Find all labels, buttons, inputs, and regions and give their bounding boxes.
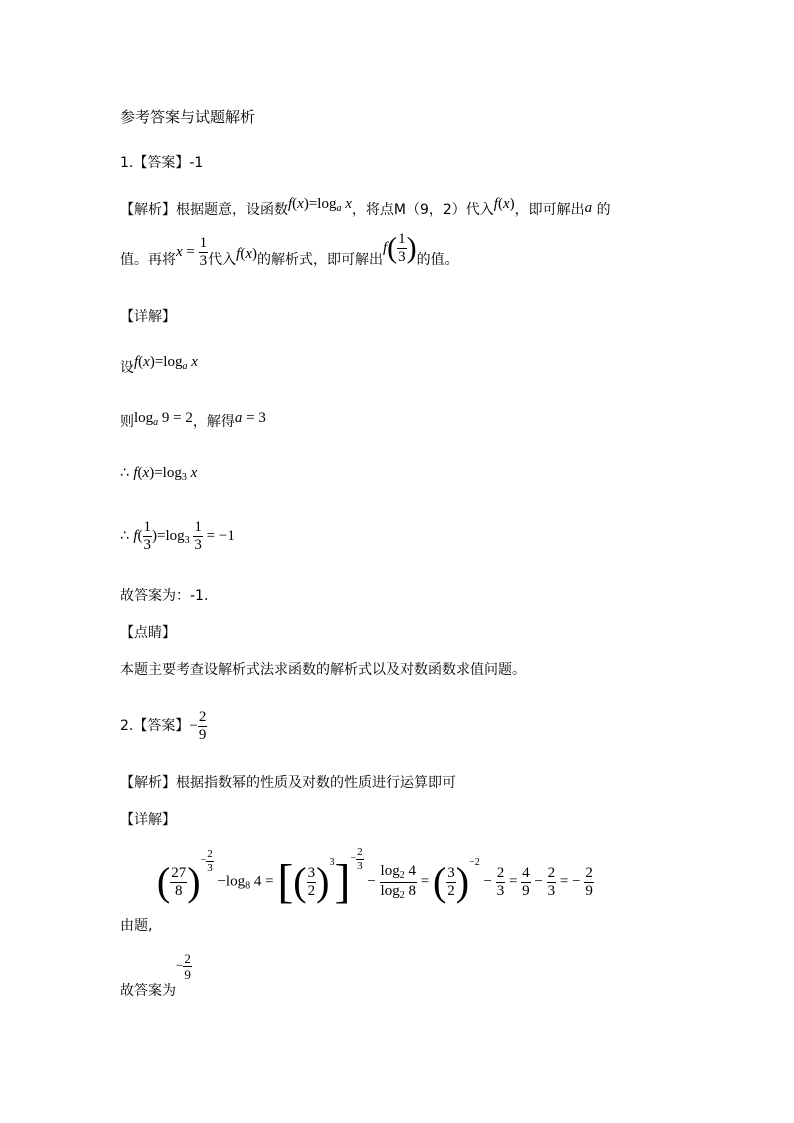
q1-conclusion xyxy=(120,586,208,606)
q2-conclusion xyxy=(120,951,192,1000)
q1-step1 xyxy=(120,354,198,383)
q2-conclusion-prefix: 故答案为 xyxy=(120,983,176,1000)
q1-formula-fx-log: $f(x)=\log_a$ x xyxy=(288,196,352,214)
q1-step2-result: a = 3 xyxy=(234,410,266,426)
q1-answer-label: 1.【答案】 xyxy=(120,155,190,171)
q1-step2-mid: ，解得 xyxy=(192,414,235,430)
q1-analysis-text: 的解析式，即可解出 xyxy=(256,252,383,268)
q1-step4-formula: f( $\frac{1}{3}$ )$=\log_3$ $\frac{1}{3}$ = −1 xyxy=(133,519,235,554)
q1-analysis-text: 根据题意，设函数 xyxy=(176,202,288,218)
therefore-sign: ∴ xyxy=(120,465,129,481)
q1-formula-f-third: f( $\frac{1}{3}$ ) xyxy=(382,231,417,266)
q1-note-text: 本题主要考查设解析式法求函数的解析式以及对数函数求值问题。 xyxy=(120,662,526,678)
q1-analysis-text: ，将点M（9，2）代入 xyxy=(351,202,494,218)
q1-step4 xyxy=(120,518,235,559)
q1-analysis-line2 xyxy=(120,231,459,286)
q1-answer-value: -1 xyxy=(189,155,204,171)
q1-analysis-text: 值。再将 xyxy=(120,252,176,268)
q1-step3-formula: $f(x)=\log_3$ x xyxy=(133,465,198,483)
q1-step2-prefix: 则 xyxy=(120,414,134,430)
q2-conclusion-value: − $\frac{2}{9}$ xyxy=(176,951,191,982)
q1-formula-a: a xyxy=(584,200,593,216)
q2-step-formula: ( $\frac{27}{8}$ )$^{- \frac{2}{3}}$ $-\log_8$ 4 = [( $\frac{3}{2}$ )$^3$]$^{- \frac{2}{3}}$ − $\frac{\log_2 4}{\log_2 8}$ = ( $\frac{3}{2}$ )$^{-2}$ − $\frac{2}{3}$ = $\frac{4}{9}$ − $\frac{2}{3}$ = − $\frac{2}{9}$ xyxy=(156,845,593,908)
q2-analysis-text: 根据指数幂的性质及对数的性质进行运算即可 xyxy=(176,775,456,791)
q1-analysis-label: 【解析】 xyxy=(120,202,176,218)
q1-formula-fx: f(x) xyxy=(493,196,515,212)
q2-step-prefix: 由题, xyxy=(120,918,153,935)
q2-step xyxy=(120,845,594,935)
q1-step1-formula: $f(x)=\log_a$ x xyxy=(134,354,198,372)
q1-analysis-text: 代入 xyxy=(208,252,237,268)
q1-note-label: 【点睛】 xyxy=(120,625,176,641)
q1-step2 xyxy=(120,412,266,437)
q2-answer-line xyxy=(120,708,207,744)
q1-analysis-text: 的 xyxy=(596,202,611,218)
q2-detail-label: 【详解】 xyxy=(120,812,176,828)
q1-step1-prefix: 设 xyxy=(120,360,134,376)
q1-formula-x-eq-third: x = $\frac{1}{3}$ xyxy=(176,235,208,270)
q1-answer-line xyxy=(120,153,203,173)
q1-analysis-line1 xyxy=(120,196,611,225)
q2-analysis-label: 【解析】 xyxy=(120,775,176,791)
q1-analysis-text: 的值。 xyxy=(416,252,459,268)
q1-analysis-text: ，即可解出 xyxy=(514,202,585,218)
page-title: 参考答案与试题解析 xyxy=(120,108,256,126)
q1-formula-fx-2: f(x) xyxy=(236,246,257,262)
therefore-sign: ∴ xyxy=(120,528,129,544)
q2-analysis xyxy=(120,773,456,793)
q2-answer-label: 2.【答案】 xyxy=(120,718,190,734)
q1-step3 xyxy=(120,463,197,488)
q1-detail-label: 【详解】 xyxy=(120,309,176,325)
q1-step2-formula: $\log_a 9 = 2$ xyxy=(134,410,193,428)
q1-conclusion-text: 故答案为：-1. xyxy=(120,588,209,604)
q2-answer-value: − $\frac{2}{9}$ xyxy=(189,709,207,744)
